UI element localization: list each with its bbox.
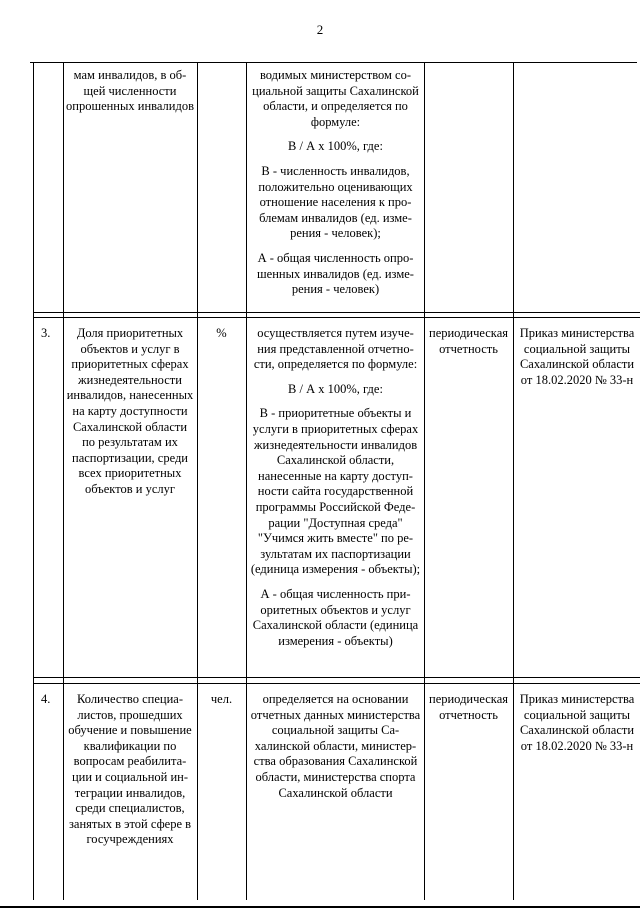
page-bottom-edge — [0, 906, 640, 908]
source-document-cell — [516, 692, 638, 754]
indicator-name-cell — [66, 692, 194, 848]
table-row-border — [33, 683, 640, 684]
method-paragraph: осуществляется путем изучения представленной отчетности, определяется по формуле: — [253, 326, 418, 372]
periodicity-cell — [426, 692, 511, 723]
column-divider — [197, 62, 198, 900]
formula: В / А х 100%, где: — [288, 139, 383, 154]
calculation-method-cell — [250, 326, 421, 649]
column-divider — [63, 62, 64, 900]
periodicity-value: периодическая отчетность — [429, 326, 508, 356]
source-document-cell — [516, 326, 638, 388]
method-paragraph: В - приоритетные объекты и услуги в приоритетных сферах жизнедеятельности инвалидов Сахалинской области, нанесенные на карту доступности сайта государственной программы Российской Федерации "Доступная среда" "Учимся жить вместе" по результатам их паспортизации (единица измерения - объекты); — [250, 406, 421, 577]
indicator-name: мам инвалидов, в общей численности опрошенных инвалидов — [66, 68, 194, 114]
periodicity-cell — [426, 326, 511, 357]
unit-cell — [200, 692, 243, 708]
row-number: 4. — [41, 692, 51, 706]
indicator-name-cell — [66, 326, 194, 498]
indicator-name-cell — [66, 68, 194, 115]
table-row-border — [30, 62, 637, 63]
method-paragraph: В - численность инвалидов, положительно оценивающих отношение населения к проблемам инвалидов (ед. измерения - человек); — [258, 163, 413, 241]
table-border-left — [33, 62, 34, 900]
table-row-border — [33, 317, 640, 318]
column-divider — [424, 62, 425, 900]
method-paragraph: А - общая численность приоритетных объектов и услуг Сахалинской области (единица измерения - объекты) — [252, 586, 419, 648]
column-divider — [513, 62, 514, 900]
periodicity-value: периодическая отчетность — [429, 692, 508, 722]
unit-value: % — [216, 326, 227, 340]
formula: В / А х 100%, где: — [288, 381, 383, 396]
column-divider — [246, 62, 247, 900]
unit-value: чел. — [210, 692, 233, 706]
unit-cell — [200, 326, 243, 342]
method-paragraph: А - общая численность опрошенных инвалидов (ед. измерения - человек) — [257, 250, 414, 297]
page-number: 2 — [316, 22, 324, 37]
indicator-name: Количество специалистов, прошедших обучение и повышение квалификации по вопросам реабилитации и социальной интеграции инвалидов, среди специалистов, занятых в этой сфере в госучреждениях — [68, 692, 192, 847]
table-row-border — [33, 312, 640, 313]
table-row-border — [33, 677, 640, 678]
method-paragraph: водимых министерством социальной защиты Сахалинской области, и определяется по формуле: — [252, 68, 419, 129]
indicator-name: Доля приоритетных объектов и услуг в приоритетных сферах жизнедеятельности инвалидов, нанесенных на карту доступности Сахалинской области по результатам их паспортизации, среди всех приоритетных объектов и услуг — [66, 326, 194, 496]
source-document: Приказ министерства социальной защиты Сахалинской области от 18.02.2020 № 33-н — [519, 692, 635, 753]
row-number: 3. — [41, 326, 51, 340]
calculation-method-cell — [250, 68, 421, 298]
source-document: Приказ министерства социальной защиты Сахалинской области от 18.02.2020 № 33-н — [519, 326, 635, 387]
method-paragraph: определяется на основании отчетных данных министерства социальной защиты Сахалинской области, министерства образования Сахалинской области, министерства спорта Сахалинской области — [250, 692, 421, 800]
calculation-method-cell — [250, 692, 421, 801]
